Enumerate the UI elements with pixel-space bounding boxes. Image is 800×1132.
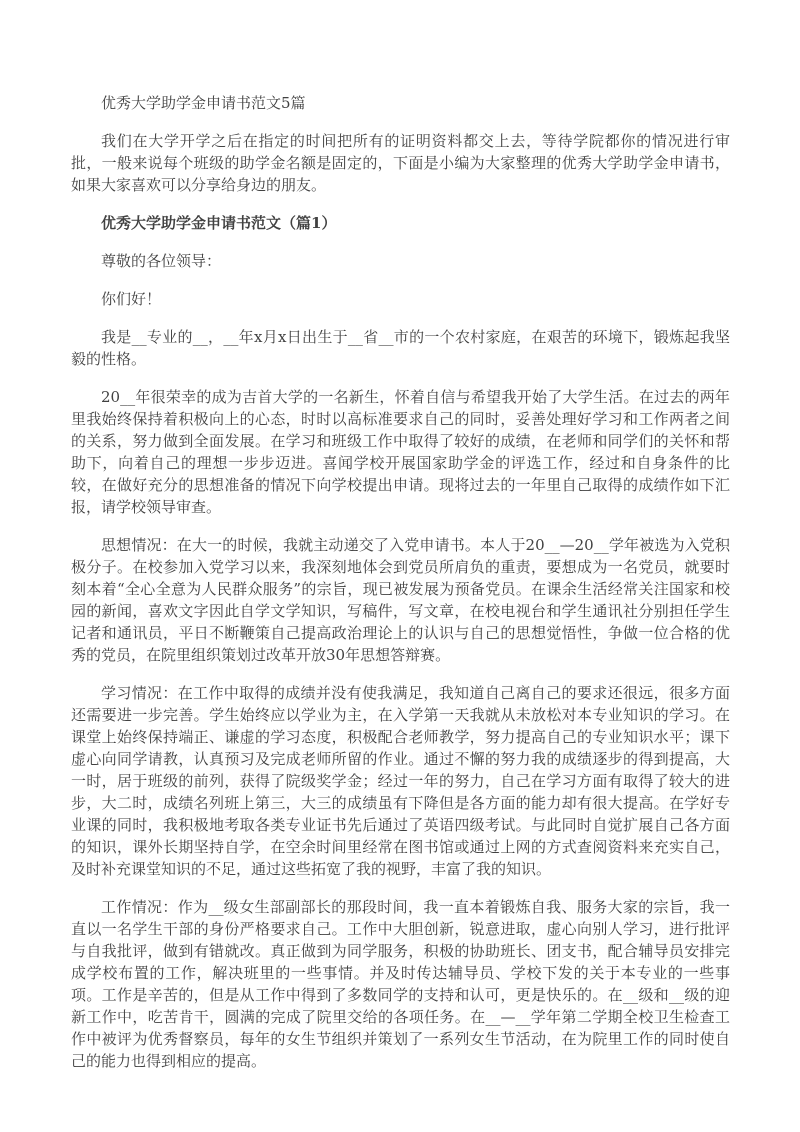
greeting: 你们好！ (101, 290, 162, 308)
paragraph-intro: 我们在大学开学之后在指定的时间把所有的证明资料都交上去，等待学院都你的情况进行审批，一般来说每个班级的助学金名额是固定的，下面是小编为大家整理的优秀大学助学金申请书，如果大家喜欢可以分享给身边的朋友。 (71, 132, 730, 194)
paragraph-work: 工作情况：作为__级女生部副部长的那段时间，我一直本着锻炼自我、服务大家的宗旨，我一直以一名学生干部的身份严格要求自己。工作中大胆创新，锐意进取，虚心向别人学习，进行批评与自我批评，做到有错就改。真正做到为同学服务，积极的协助班长、团支书，配合辅导员安排完成学校布置的工作，解决班里的一些事情。并及时传达辅导员、学校下发的关于本专业的一些事项。工作是辛苦的，但是从工作中得到了多数同学的支持和认可，更是快乐的。在__级和__级的迎新工作中，吃苦肯干，圆满的完成了院里交给的各项任务。在__—__学年第二学期全校卫生检查工作中被评为优秀督察员，每年的女生节组织并策划了一系列女生节活动，在为院里工作的同时使自己的能力也得到相应的提高。 (71, 898, 730, 1070)
paragraph-self-intro: 我是__专业的__，__年x月x日出生于__省__市的一个农村家庭，在艰苦的环境下，锻炼起我坚毅的性格。 (71, 328, 730, 368)
doc-title: 优秀大学助学金申请书范文5篇 (101, 94, 306, 112)
paragraph-study: 学习情况：在工作中取得的成绩并没有使我满足，我知道自己离自己的要求还很远，很多方面还需要进一步完善。学生始终应以学业为主，在入学第一天我就从未放松对本专业知识的学习。在课堂上始终保持端正、谦虚的学习态度，积极配合老师教学，努力提高自己的专业知识水平；课下虚心向同学请教，认真预习及完成老师所留的作业。通过不懈的努力我的成绩逐步的得到提高，大一时，居于班级的前列，获得了院级奖学金；经过一年的努力，自己在学习方面有取得了较大的进步，大二时，成绩名列班上第三，大三的成绩虽有下降但是各方面的能力却有很大提高。在学好专业课的同时，我积极地考取各类专业证书先后通过了英语四级考试。与此同时自觉扩展自己各方面的知识，课外长期坚持自学，在空余时间里经常在图书馆或通过上网的方式查阅资料来充实自己，及时补充课堂知识的不足，通过这些拓宽了我的视野，丰富了我的知识。 (71, 684, 730, 878)
paragraph-ideology: 思想情况：在大一的时候，我就主动递交了入党申请书。本人于20__—20__学年被选为入党积极分子。在校参加入党学习以来，我深刻地体会到党员所肩负的重责，要想成为一名党员，就要时刻本着“全心全意为人民群众服务”的宗旨，现已被发展为预备党员。在课余生活经常关注国家和校园的新闻，喜欢文字因此自学文学知识，写稿件，写文章，在校电视台和学生通讯社分别担任学生记者和通讯员，平日不断鞭策自己提高政治理论上的认识与自己的思想觉悟性，争做一位合格的优秀的党员，在院里组织策划过改革开放30年思想答辩赛。 (71, 536, 730, 664)
section-heading: 优秀大学助学金申请书范文（篇1） (101, 214, 337, 232)
salutation: 尊敬的各位领导： (101, 252, 222, 270)
paragraph-overview: 20__年很荣幸的成为吉首大学的一名新生，怀着自信与希望我开始了大学生活。在过去的两年里我始终保持着积极向上的心态，时时以高标准要求自己的同时，妥善处理好学习和工作两者之间的关系，努力做到全面发展。在学习和班级工作中取得了较好的成绩，在老师和同学们的关怀和帮助下，向着自己的理想一步步迈进。喜闻学校开展国家助学金的评选工作，经过和自身条件的比较，在做好充分的思想准备的情况下向学校提出申请。现将过去的一年里自己取得的成绩作如下汇报，请学校领导审查。 (71, 388, 730, 516)
